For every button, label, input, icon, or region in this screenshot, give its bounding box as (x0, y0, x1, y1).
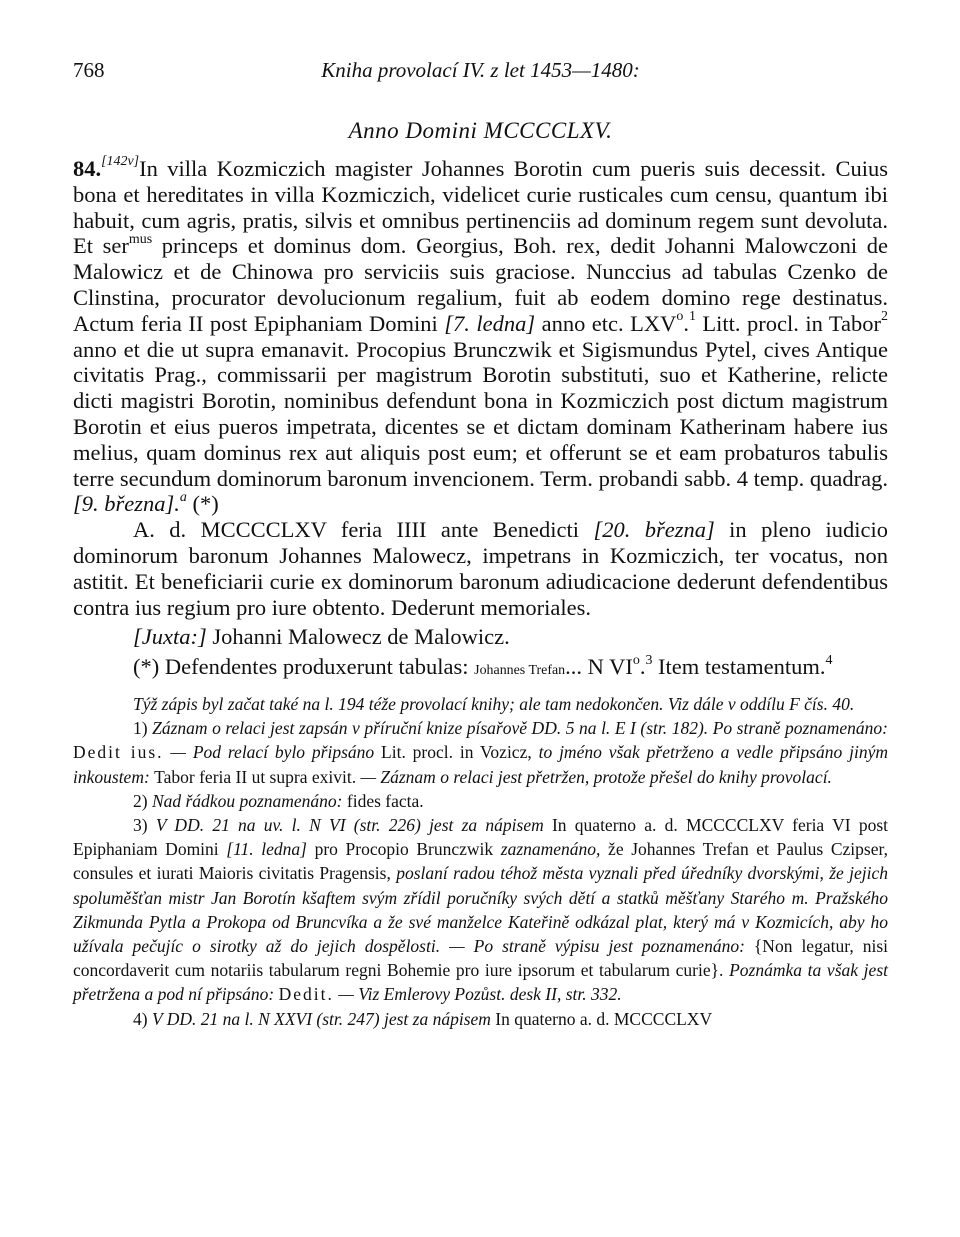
footnote-a: Týž zápis byl začat také na l. 194 téže provolací knihy; ale tam nedokončen. Viz dále v oddílu F čís. 40. (133, 693, 855, 714)
folio-marker: [142v] (101, 154, 140, 170)
date-annotation: [7. ledna] (444, 310, 536, 336)
footnote-4: 4) V DD. 21 na l. N XXVI (str. 247) jest za nápisem In quaterno a. d. MCCCCLXV (133, 1008, 713, 1029)
footnote-2: 2) Nad řádkou poznamenáno: fides facta. (133, 790, 424, 811)
entry-number: 84. (73, 156, 102, 181)
entry-paragraph-1: 84.[142v]In villa Kozmiczich magister Johannes Borotin cum pueris suis decessit. Cuius bona et hereditates in villa Kozmiczich, videlicet curie rusticales cum censu, quantum ibi habuit, cum agris, pratis, silvis et omnibus pertinenciis ad dominum regem sunt devoluta. Et ser$^{mus}$ princeps et dominus dom. Georgius, Boh. rex, dedit Johanni Malowczoni de Malowicz et de Chinowa pro serviciis suis graciose. Nunccius ad tabulas Czenko de Clinstina, procurator devolucionum regalium, fuit ab eodem domino rege destinatus. Actum feria II post Epiphaniam Domini [7. ledna] anno etc. LXV$^o$.$^1$ Litt. procl. in Tabor$^2$ anno et die ut supra emanavit. Procopius Brunczwik et Sigismundus Pytel, cives Antique civitatis Prag., commissarii per magistrum Borotin substituti, suo et Katherine, relicte dicti magistri Borotin, nominibus defendunt bona in Kozmiczich post dictum magistrum Borotin et eius pueros impetrata, dicentes se et dictam dominam Katherinam habere ius melius, quam dominus rex aut aliquis post eum; et offerunt se et eam probaturos tabulis terre secundum dominorum baronum invencionem. Term. probandi sabb. 4 temp. quadrag. [9. března].$^a$ (*) (73, 154, 889, 517)
year-heading: Anno Domini MCCCCLXV. (348, 118, 613, 143)
footnote-ref-3[interactable]: 3 (645, 652, 653, 668)
juxta-label: [Juxta:] (133, 624, 207, 650)
entry-84 (73, 156, 888, 684)
entry-paragraph-3: [Juxta:] Johanni Malowecz de Malowicz. (133, 624, 510, 650)
date-annotation: [20. března] (593, 517, 715, 543)
footnote-ref-a[interactable]: a (179, 489, 187, 505)
footnote-ref-2[interactable]: 2 (881, 309, 889, 325)
entry-paragraph-4: (*) Defendentes produxerunt tabulas: Johannes Trefan... N $VI^o.^3$ Item testamentum.$^4$ (133, 652, 833, 680)
entry-paragraph-2: A. d. MCCCCLXV feria IIII ante Benedicti [20. března] in pleno iudicio dominorum baronum Johannes Malowecz, impetrans in Kozmiczich, ter vocatus, non astitit. Et beneficiarii curie ex dominorum baronum adiudicacione dederunt defendentibus contra ius regium pro iure obtento. Dederunt memoriales. (73, 517, 889, 620)
page-number: 768 (73, 58, 105, 82)
running-title: Kniha provolací IV. z let 1453—1480: (321, 58, 640, 82)
page (73, 58, 888, 1031)
footnote-3: 3) V DD. 21 na uv. l. N VI (str. 226) jest za nápisem In quaterno a. d. MCCCCLXV feria VI post Epiphaniam Domini [11. ledna] pro Procopio Brunczwik zaznamenáno, že Johannes Trefan et Paulus Czipser, consules et iurati Maioris civitatis Pragensis, poslaní radou téhož města vyznali před úředníky dvorskými, že jejich spoluměšťan mistr Jan Borotín kšaftem svým zřídil poručníky svých dětí a statků měšťany Starého m. Pražského Zikmunda Pytla a Prokopa od Bruncvíka a že své manželce Kateřině odkázal plat, který má v Kozmicích, aby ho užívala pečujíc o sirotky až do jejich dospělosti. — Po straně výpisu jest poznamenáno: {Non legatur, nisi concordaverit cum notariis tabularum regni Bohemie pro iure ipsorum et tabularum curie}. Poznámka ta však jest přetržena a pod ní připsáno: Dedit. — Viz Emlerovy Pozůst. desk II, str. 332. (73, 814, 888, 1005)
footnote-ref-1[interactable]: 1 (688, 309, 696, 325)
page-header (73, 58, 888, 92)
footnote-1: 1) Záznam o relaci jest zapsán v příruční knize písařově DD. 5 na l. E I (str. 182). Po straně poznamenáno: Dedit ius. — Pod relací bylo připsáno Lit. procl. in Vozicz, to jméno však přetrženo a vedle připsáno jiným inkoustem: Tabor feria II ut supra exivit. — Záznam o relaci jest přetržen, protože přešel do knihy provolací. (73, 718, 888, 787)
footnotes (73, 692, 888, 1031)
date-annotation: [9. března]. (73, 491, 180, 517)
footnote-ref-4[interactable]: 4 (825, 652, 833, 668)
